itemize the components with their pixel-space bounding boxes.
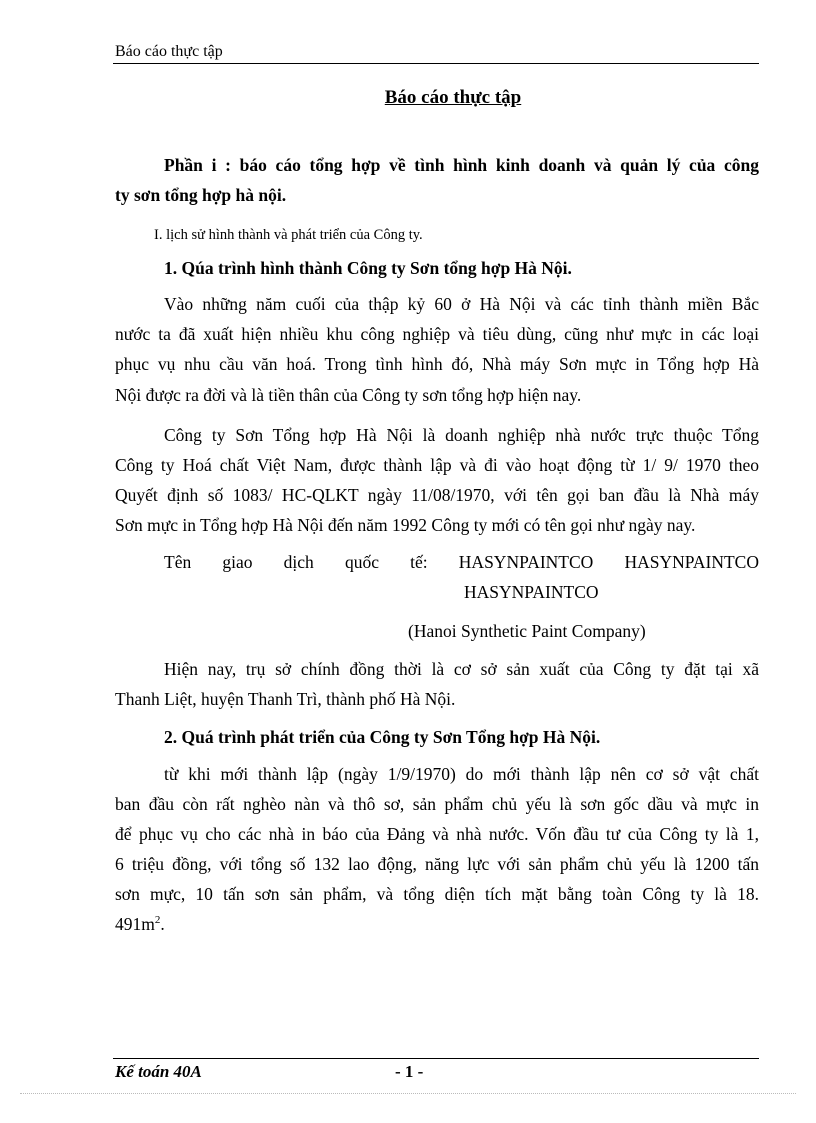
paragraph-3-line: Thanh Liệt, huyện Thanh Trì, thành phố Hà Nội. xyxy=(115,689,456,709)
heading-2: 2. Quá trình phát triển của Công ty Sơn Tổng hợp Hà Nội. xyxy=(164,727,601,747)
paragraph-4-line: để phục vụ cho các nhà in báo của Đảng và nhà nước. Vốn đầu tư của Công ty là 1, xyxy=(115,824,759,844)
paragraph-2-line: Công ty Hoá chất Việt Nam, được thành lập và đi vào hoạt động từ 1/ 9/ 1970 theo xyxy=(115,455,759,475)
period: . xyxy=(160,914,165,934)
footer-rule xyxy=(113,1058,759,1059)
page-number: - 1 - xyxy=(395,1062,424,1081)
paragraph-4-last-line xyxy=(115,913,759,935)
superscript-2: 2 xyxy=(154,914,161,927)
paragraph-1-line: phục vụ nhu cầu văn hoá. Trong tình hình đó, Nhà máy Sơn mực in Tổng hợp Hà xyxy=(115,354,759,374)
paragraph-4-line: từ khi mới thành lập (ngày 1/9/1970) do mới thành lập nên cơ sở vật chất xyxy=(164,764,759,784)
trade-name-line-2: HASYNPAINTCO xyxy=(464,582,599,602)
part-heading-line-1: Phần i : báo cáo tổng hợp về tình hình kinh doanh và quản lý của công xyxy=(164,155,759,175)
trade-name-english: (Hanoi Synthetic Paint Company) xyxy=(408,621,646,641)
header-rule xyxy=(113,63,759,64)
paragraph-1-line: Nội được ra đời và là tiền thân của Công ty sơn tổng hợp hiện nay. xyxy=(115,385,582,405)
paragraph-4-line: ban đầu còn rất nghèo nàn và thô sơ, sản phẩm chủ yếu là sơn gốc dầu và mực in xyxy=(115,794,759,814)
paragraph-4-line: 6 triệu đồng, với tổng số 132 lao động, năng lực với sản phẩm chủ yếu là 1200 tấn xyxy=(115,854,759,874)
page-boundary xyxy=(20,1093,796,1094)
part-heading-line-2: ty sơn tổng hợp hà nội. xyxy=(115,185,287,205)
paragraph-4-line: sơn mực, 10 tấn sơn sản phẩm, và tổng diện tích mặt bằng toàn Công ty là 18. xyxy=(115,884,759,904)
paragraph-2-line: Quyết định số 1083/ HC-QLKT ngày 11/08/1970, với tên gọi ban đầu là Nhà máy xyxy=(115,485,759,505)
trade-name-line-1: Tên giao dịch quốc tế: HASYNPAINTCO HASYNPAINTCO xyxy=(164,552,759,572)
paragraph-1-line: nước ta đã xuất hiện nhiều khu công nghiệp và tiêu dùng, cũng như mực in các loại xyxy=(115,324,759,344)
heading-1: 1. Qúa trình hình thành Công ty Sơn tổng hợp Hà Nội. xyxy=(164,258,572,278)
paragraph-2-line: Sơn mực in Tổng hợp Hà Nội đến năm 1992 Công ty mới có tên gọi như ngày nay. xyxy=(115,515,696,535)
running-header: Báo cáo thực tập xyxy=(115,43,223,60)
section-i-heading: I. lịch sử hình thành và phát triển của Công ty. xyxy=(154,227,423,243)
area-value: 491m xyxy=(115,914,155,934)
footer-class-label: Kế toán 40A xyxy=(115,1062,202,1081)
paragraph-1-line: Vào những năm cuối của thập kỷ 60 ở Hà Nội và các tỉnh thành miền Bắc xyxy=(164,294,759,314)
paragraph-2-line: Công ty Sơn Tổng hợp Hà Nội là doanh nghiệp nhà nước trực thuộc Tổng xyxy=(164,425,759,445)
page-title: Báo cáo thực tập xyxy=(384,87,522,108)
paragraph-3-line: Hiện nay, trụ sở chính đồng thời là cơ sở sản xuất của Công ty đặt tại xã xyxy=(164,659,759,679)
